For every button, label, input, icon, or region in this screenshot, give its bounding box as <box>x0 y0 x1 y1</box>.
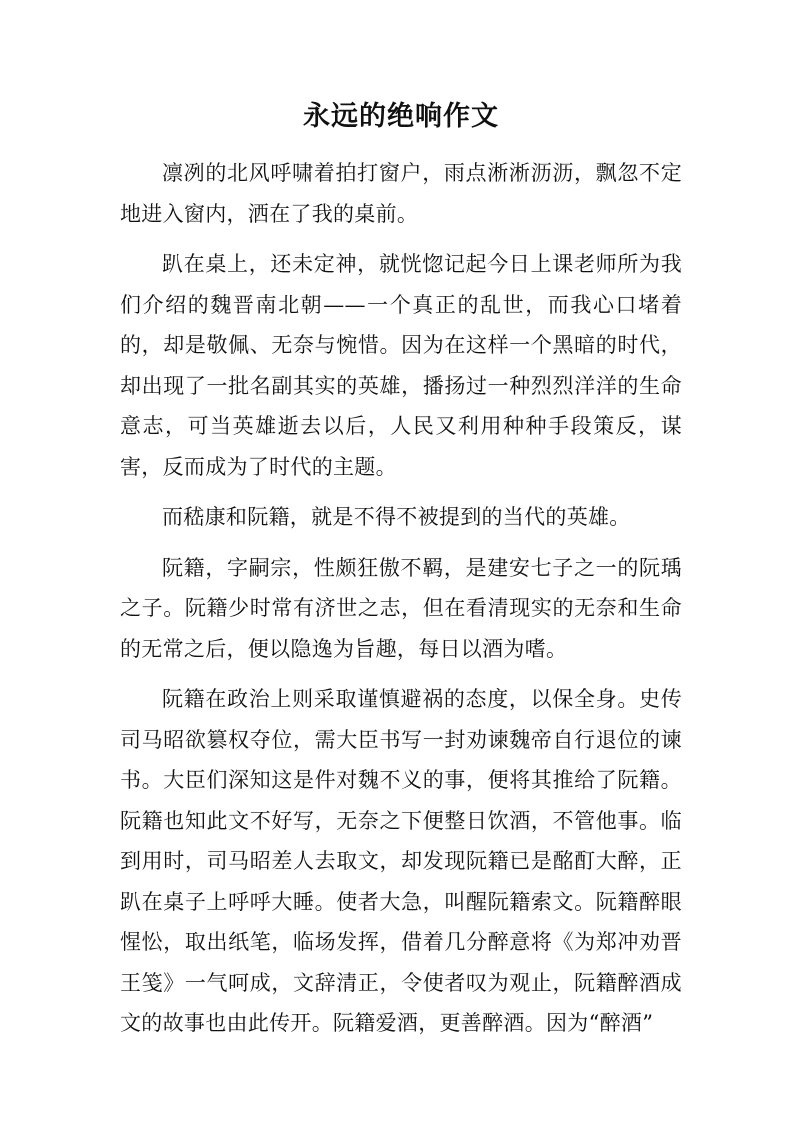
paragraph-1: 凛冽的北风呼啸着拍打窗户，雨点淅淅沥沥，飘忽不定地进入窗内，洒在了我的桌前。 <box>120 161 682 226</box>
paragraph-5: 阮籍在政治上则采取谨慎避祸的态度，以保全身。史传司马昭欲篡权夺位，需大臣书写一封劝谏魏帝自行退位的谏书。大臣们深知这是件对魏不义的事，便将其推给了阮籍。阮籍也知此文不好写，无奈之下便整日饮酒，不管他事。临到用时，司马昭差人去取文，却发现阮籍已是酩酊大醉，正趴在桌子上呼呼大睡。使者大急，叫醒阮籍索文。阮籍醉眼惺忪，取出纸笔，临场发挥，借着几分醉意将《为郑冲劝晋王笺》一气呵成，文辞清正，令使者叹为观止，阮籍醉酒成文的故事也由此传开。阮籍爱酒，更善醉酒。因为“醉酒” <box>120 687 682 1035</box>
document-page <box>120 95 682 1054</box>
paragraph-2: 趴在桌上，还未定神，就恍惚记起今日上课老师所为我们介绍的魏晋南北朝——一个真正的乱世，而我心口堵着的，却是敬佩、无奈与惋惜。因为在这样一个黑暗的时代，却出现了一批名副其实的英雄，播扬过一种烈烈洋洋的生命意志，可当英雄逝去以后，人民又利用种种手段策反，谋害，反而成为了时代的主题。 <box>120 252 682 479</box>
paragraph-4: 阮籍，字嗣宗，性颇狂傲不羁，是建安七子之一的阮瑀之子。阮籍少时常有济世之志，但在看清现实的无奈和生命的无常之后，便以隐逸为旨趣，每日以酒为嗜。 <box>120 555 682 661</box>
paragraph-3: 而嵇康和阮籍，就是不得不被提到的当代的英雄。 <box>162 505 631 529</box>
document-title: 永远的绝响作文 <box>303 101 499 132</box>
